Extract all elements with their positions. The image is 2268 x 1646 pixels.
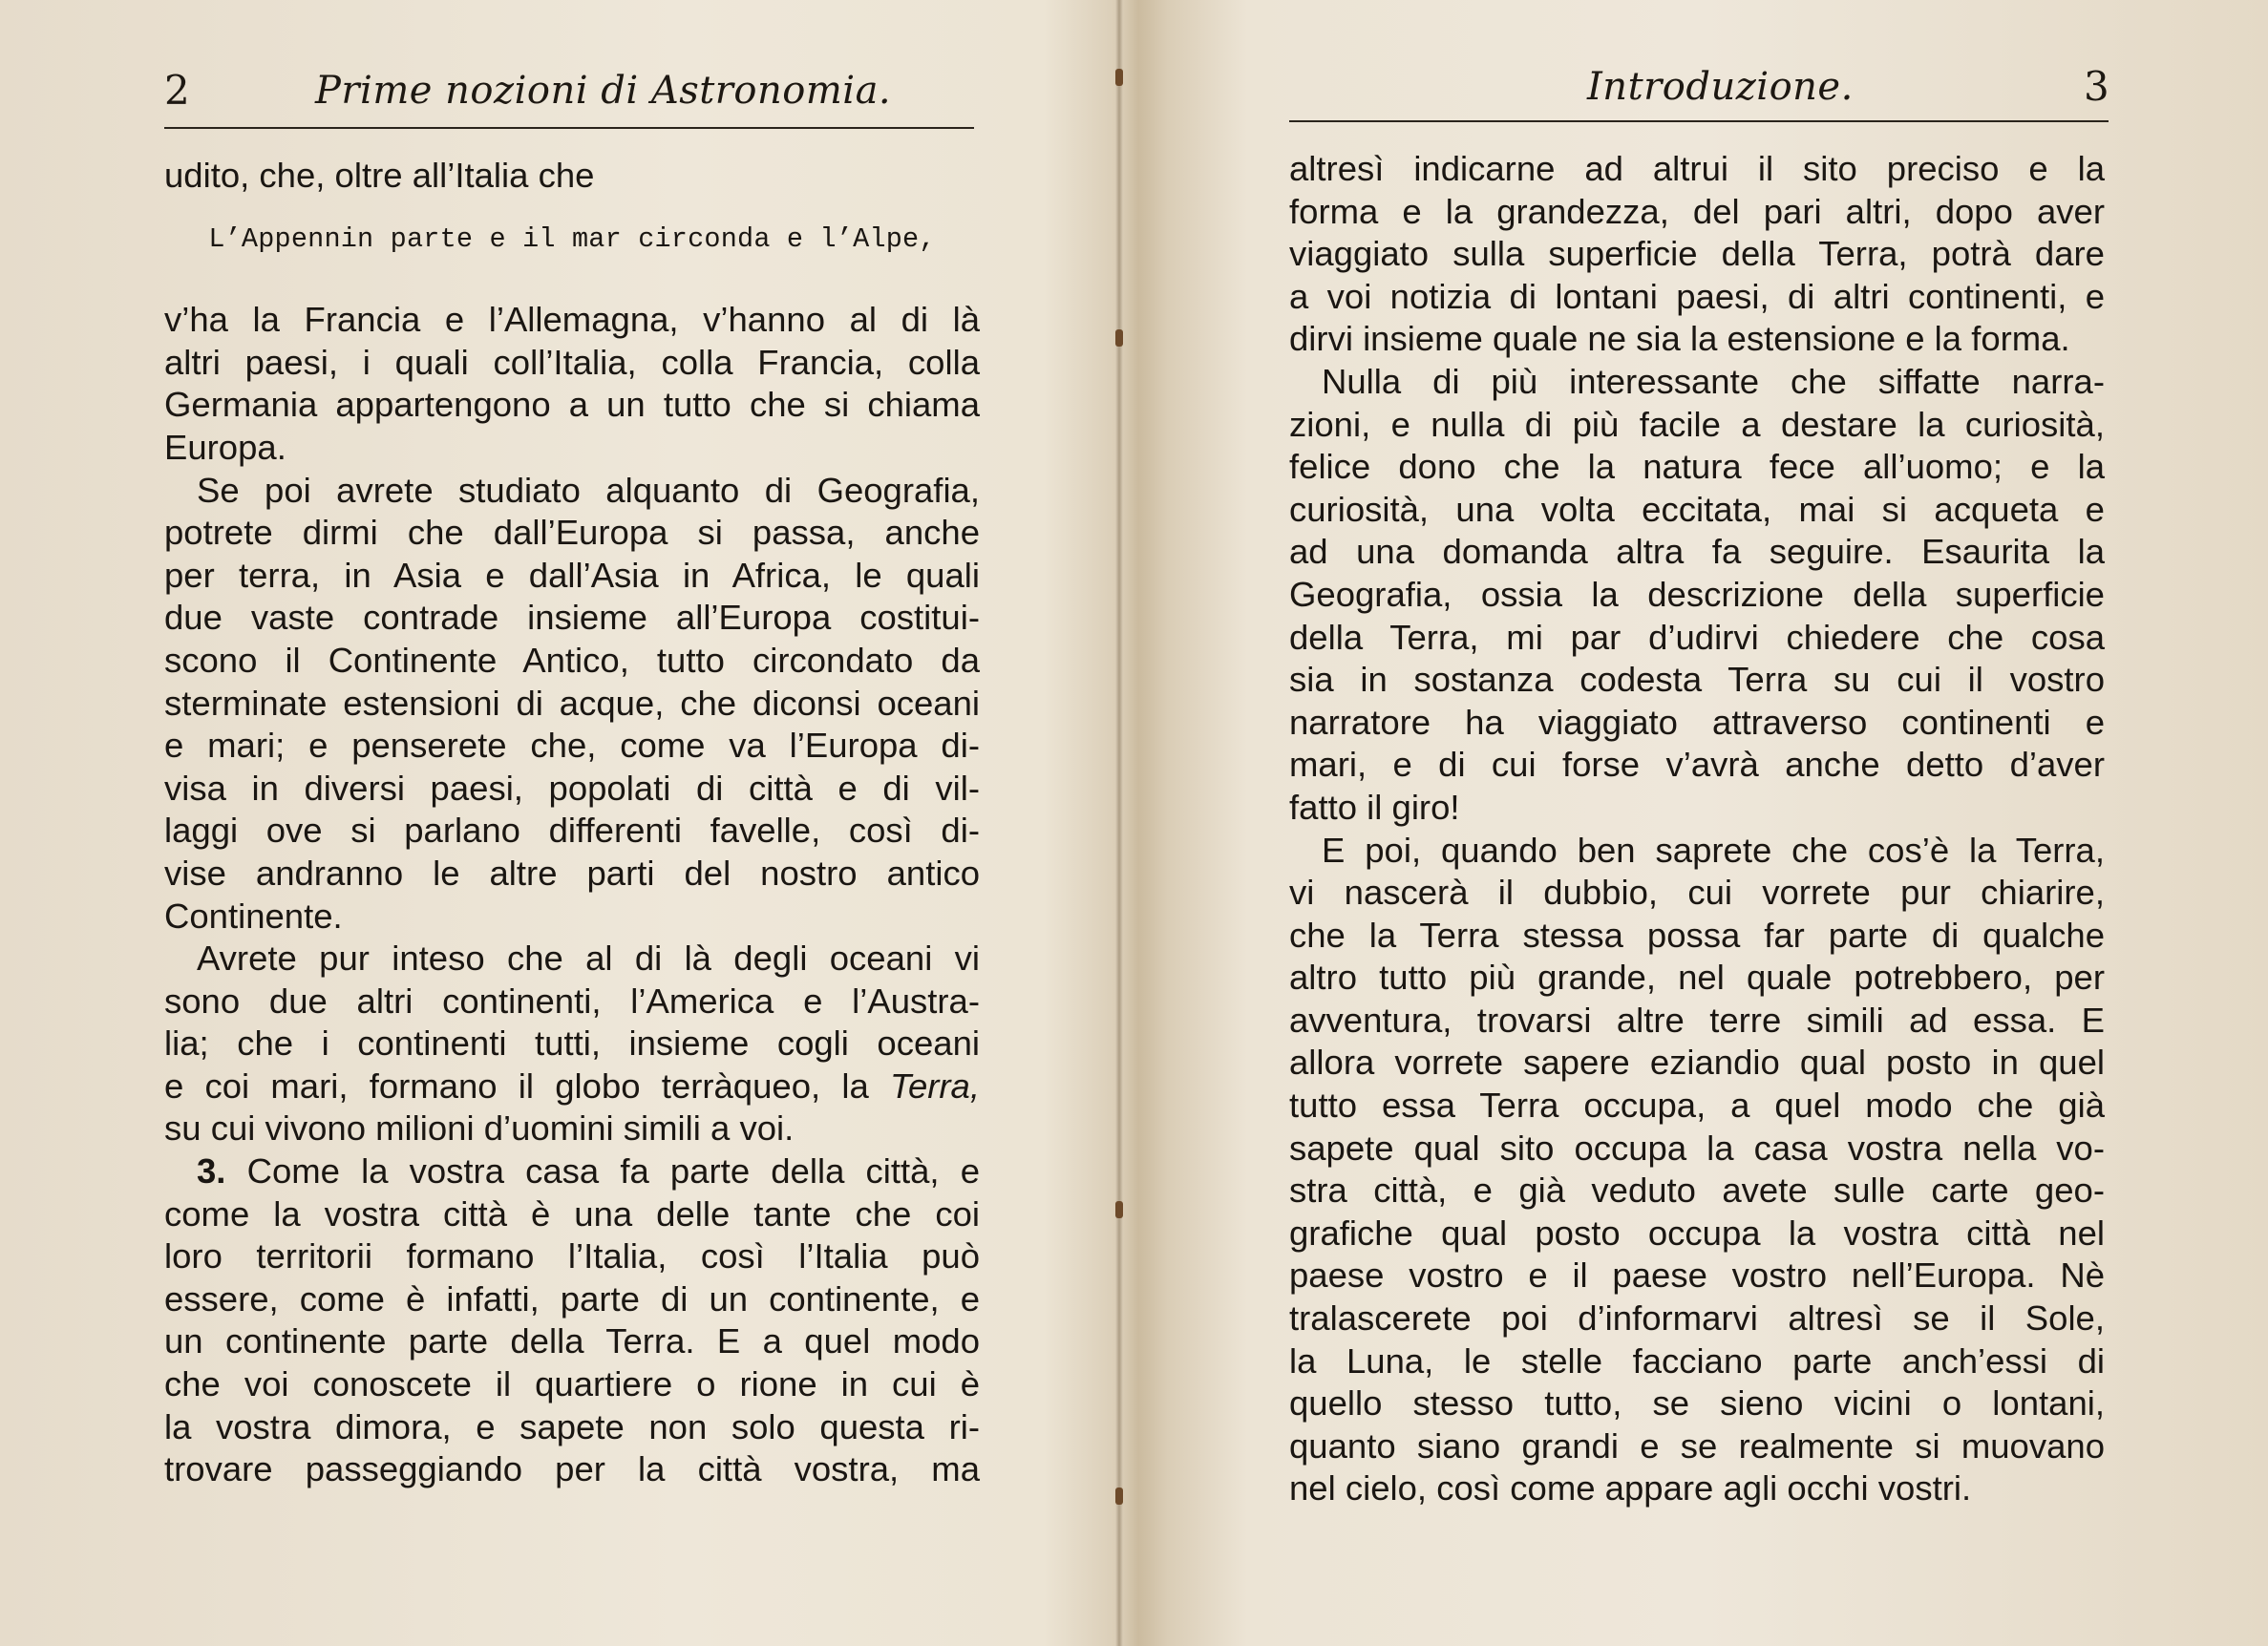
text-line: tutto essa Terra occupa, a quel modo che già <box>1289 1086 2105 1126</box>
left-page <box>0 0 1127 1646</box>
text-line: quello stesso tutto, se sieno vicini o lontani, <box>1289 1383 2105 1424</box>
header-rule <box>164 127 974 129</box>
text-line: allora vorrete sapere eziandio qual posto in quel <box>1289 1043 2105 1083</box>
text-line: fatto il giro! <box>1289 787 1460 827</box>
text-line: zioni, e nulla di più facile a destare la curiosità, <box>1289 404 2105 444</box>
text-line: altri paesi, i quali coll’Italia, colla Francia, colla <box>164 342 980 382</box>
text-line: quanto siano grandi e se realmente si muovano <box>1289 1425 2105 1466</box>
text-line-with-italic <box>164 1066 980 1108</box>
text-line: vise andranno le altre parti del nostro antico <box>164 853 980 893</box>
text-line: E poi, quando ben saprete che cos’è la Terra, <box>1322 830 2105 870</box>
text-line: vi nascerà il dubbio, cui vorrete pur chiarire, <box>1289 873 2105 913</box>
text-line: sterminate estensioni di acque, che diconsi oceani <box>164 683 980 723</box>
text-line: laggi ove si parlano differenti favelle, così di- <box>164 811 980 851</box>
text-line: la vostra dimora, e sapete non solo questa ri- <box>164 1406 980 1446</box>
text-line: Germania appartengono a un tutto che si chiama <box>164 385 980 425</box>
running-head: Prime nozioni di Astronomia. <box>315 69 892 113</box>
text-line: che voi conoscete il quartiere o rione in cui è <box>164 1364 980 1404</box>
text-line: la Luna, le stelle facciano parte anch’essi di <box>1289 1340 2105 1381</box>
italic-word: Terra, <box>890 1066 980 1106</box>
text-line: v’ha la Francia e l’Allemagna, v’hanno al di là <box>164 300 980 340</box>
text-line: viaggiato sulla superficie della Terra, potrà dare <box>1289 234 2105 274</box>
text-line: Continente. <box>164 896 343 936</box>
header-rule <box>1289 120 2109 122</box>
text-line: a voi notizia di lontani paesi, di altri continenti, e <box>1289 276 2105 316</box>
text-line: altro tutto più grande, nel quale potrebbero, per <box>1289 958 2105 998</box>
text-line: sia in sostanza codesta Terra su cui il vostro <box>1289 660 2105 700</box>
right-page-header <box>1127 63 2268 124</box>
text-line: udito, che, oltre all’Italia che <box>164 156 595 195</box>
text-line: essere, come è infatti, parte di un continente, e <box>164 1278 980 1319</box>
text-line: come la vostra città è una delle tante che coi <box>164 1193 980 1234</box>
text-line: visa in diversi paesi, popolati di città e di vil- <box>164 768 980 808</box>
text-line: tralascerete poi d’informarvi altresì se il Sole, <box>1289 1298 2105 1339</box>
page-number: 2 <box>164 67 190 114</box>
text-line: curiosità, una volta eccitata, mai si acqueta e <box>1289 489 2105 529</box>
text-line: paese vostro e il paese vostro nell’Europa. Nè <box>1289 1256 2105 1296</box>
text-line: stra città, e già veduto avete sulle carte geo- <box>1289 1171 2105 1211</box>
left-text-block <box>164 155 980 1491</box>
text-line: dirvi insieme quale ne sia la estensione e la forma. <box>1289 319 2070 359</box>
text-line: della Terra, mi par d’udirvi chiedere che cosa <box>1289 617 2105 657</box>
text-line: due vaste contrade insieme all’Europa costitui- <box>164 598 980 638</box>
section-number: 3. <box>197 1151 226 1192</box>
text-line: altresì indicarne ad altrui il sito preciso e la <box>1289 149 2105 188</box>
text-line: sono due altri continenti, l’America e l’Austra- <box>164 981 980 1021</box>
verse-quote: L’Appennin parte e il mar circonda e l’Alpe, <box>208 222 936 255</box>
text-line: potrete dirmi che dall’Europa si passa, anche <box>164 513 980 553</box>
text-line: nel cielo, così come appare agli occhi vostri. <box>1289 1468 1972 1509</box>
text-line: mari, e di cui forse v’avrà anche detto d’aver <box>1289 745 2105 785</box>
text-line: che la Terra stessa possa far parte di qualche <box>1289 915 2105 955</box>
text-line: su cui vivono milioni d’uomini simili a voi. <box>164 1108 795 1149</box>
text-line: avventura, trovarsi altre terre simili ad essa. E <box>1289 1000 2105 1040</box>
text-line: felice dono che la natura fece all’uomo; e la <box>1289 447 2105 487</box>
text-line: sapete qual sito occupa la casa vostra nella vo- <box>1289 1128 2105 1168</box>
right-page <box>1127 0 2268 1646</box>
text-line-with-section <box>164 1150 980 1193</box>
text-line: loro territorii formano l’Italia, così l’Italia può <box>164 1236 980 1277</box>
text-line: e mari; e penserete che, come va l’Europa di- <box>164 726 980 766</box>
right-text-block <box>1289 148 2105 1510</box>
text-line: Avrete pur inteso che al di là degli oceani vi <box>197 939 980 979</box>
text-line: Nulla di più interessante che siffatte narra- <box>1322 361 2105 401</box>
text-line: un continente parte della Terra. E a quel modo <box>164 1321 980 1361</box>
text-line: Se poi avrete studiato alquanto di Geografia, <box>197 470 980 510</box>
text-line: Europa. <box>164 427 286 467</box>
text-line: trovare passeggiando per la città vostra, ma <box>164 1449 980 1489</box>
text-line: Geografia, ossia la descrizione della superficie <box>1289 574 2105 614</box>
text-line: per terra, in Asia e dall’Asia in Africa, le quali <box>164 555 980 595</box>
page-number: 3 <box>2084 63 2109 110</box>
text-line: forma e la grandezza, del pari altri, dopo aver <box>1289 191 2105 231</box>
text-segment: Come la vostra casa fa parte della città, e <box>246 1151 980 1192</box>
text-line: narratore ha viaggiato attraverso continenti e <box>1289 702 2105 742</box>
text-line: ad una domanda altra fa seguire. Esaurita la <box>1289 532 2105 572</box>
text-line: grafiche qual posto occupa la vostra città nel <box>1289 1213 2105 1253</box>
left-page-header <box>0 63 1127 124</box>
text-line: lia; che i continenti tutti, insieme cogli oceani <box>164 1023 980 1064</box>
text-segment: e coi mari, formano il globo terràqueo, la <box>164 1066 869 1106</box>
text-line: scono il Continente Antico, tutto circondato da <box>164 640 980 680</box>
running-head: Introduzione. <box>1587 65 1854 109</box>
